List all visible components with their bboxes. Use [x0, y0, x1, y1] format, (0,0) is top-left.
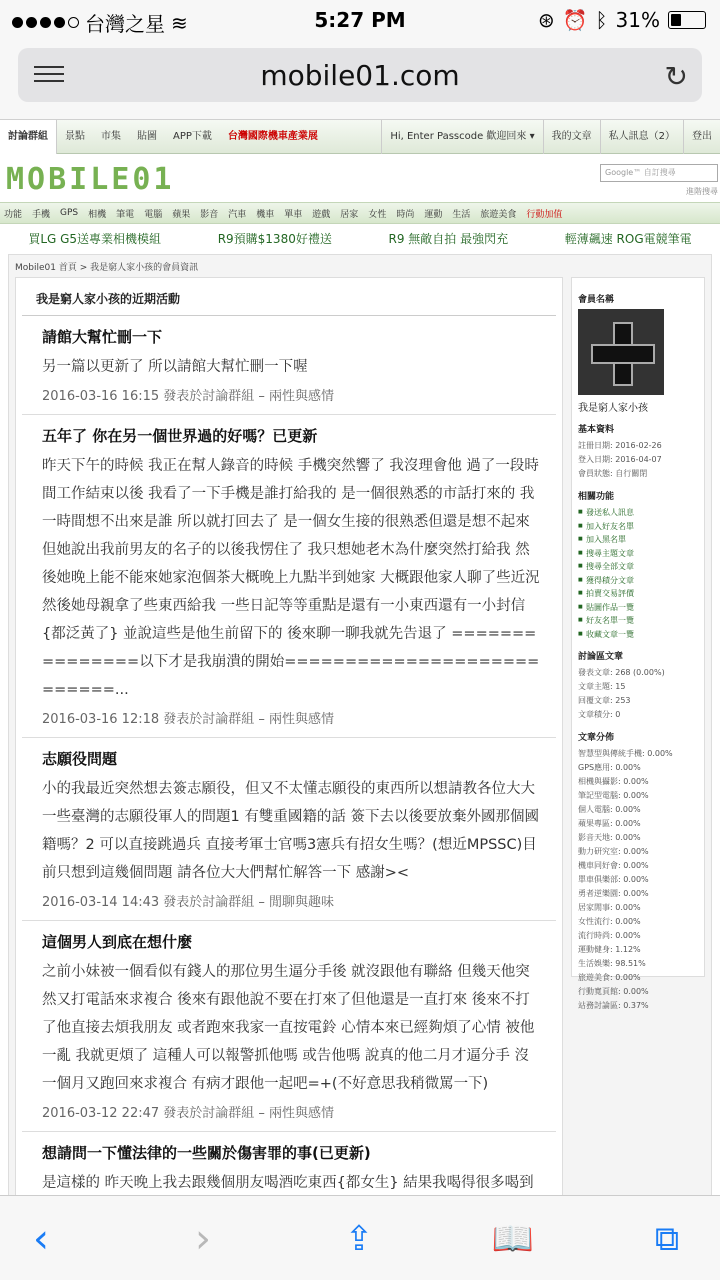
private-messages-link[interactable]: 私人訊息（2） [600, 120, 683, 154]
post-title[interactable]: 請館大幫忙刪一下 [42, 328, 163, 346]
category-link[interactable]: 相機 [88, 209, 107, 220]
battery-percent: 31% [615, 8, 660, 32]
distribution-line: 單車俱樂部: 0.00% [578, 875, 649, 884]
function-link[interactable]: ■ 搜尋全部文章 [578, 560, 698, 574]
promo-link[interactable]: R9 無敵自拍 最強閃充 [388, 231, 509, 246]
battery-icon [668, 11, 706, 29]
function-link[interactable]: ■ 好友名單一覽 [578, 614, 698, 628]
rotation-lock-icon: ⊛ [537, 8, 555, 32]
promo-bar [0, 224, 720, 252]
tab-motor-show[interactable]: 台灣國際機車產業展 [227, 130, 318, 142]
distribution-line: GPS應用: 0.00% [578, 763, 641, 772]
distribution-line: 勇者逆樂園: 0.00% [578, 889, 649, 898]
category-link[interactable]: 運動 [424, 209, 443, 220]
distribution-line: 筆記型電腦: 0.00% [578, 791, 649, 800]
distribution-line: 動力研究室: 0.00% [578, 847, 649, 856]
username: 我是窮人家小孩 [578, 403, 648, 414]
iron-cross-icon [591, 322, 651, 382]
category-link[interactable]: 汽車 [228, 209, 247, 220]
post-item [22, 415, 556, 738]
tab-market[interactable]: 市集 [101, 130, 121, 142]
tabs-button[interactable]: ⧉ [654, 1219, 680, 1259]
tab-app[interactable]: APP下載 [173, 130, 212, 142]
post-title[interactable]: 五年了 你在另一個世界過的好嗎？已更新 [42, 427, 318, 445]
reload-icon[interactable]: ↻ [664, 60, 688, 93]
post-meta: 2016-03-12 22:47 發表於討論群組 – 兩性與感情 [42, 1106, 335, 1121]
web-page [0, 120, 720, 1195]
distribution-line: 站務討論區: 0.37% [578, 1001, 649, 1010]
distribution-line: 居家閒事: 0.00% [578, 903, 641, 912]
distribution-heading: 文章分佈 [578, 733, 615, 743]
post-body: 小的我最近突然想去簽志願役，但又不太懂志願役的東西所以想請教各位大大一些臺灣的志願役軍人的問題1 有雙重國籍的話 簽下去以後要放棄外國那個國籍嗎？2 可以直接跳過兵 直接考軍士官嗎3憲兵有招女生嗎？(想近MPSSC)目前只想到這幾個問題 請各位大大們幫忙解答一下 感謝>< [42, 781, 539, 881]
bluetooth-icon: ᛒ [595, 8, 608, 32]
distribution-line: 機車同好會: 0.00% [578, 861, 649, 870]
avatar [578, 309, 664, 395]
promo-link[interactable]: 買LG G5送專業相機模組 [28, 231, 162, 246]
member-sidebar [571, 277, 705, 1010]
category-link[interactable]: 筆電 [116, 209, 135, 220]
stats-line: 發表文章: 268 (0.00%) [578, 668, 665, 677]
greeting-menu[interactable]: Hi, Enter Passcode 歡迎回來 ▾ [381, 120, 542, 154]
bookmarks-button[interactable]: 📖 [491, 1219, 535, 1259]
function-link[interactable]: ■ 加入黑名單 [578, 533, 698, 547]
basic-info-heading: 基本資料 [578, 425, 615, 435]
alarm-icon: ⏰ [562, 8, 588, 32]
category-link[interactable]: 單車 [284, 209, 303, 220]
post-meta: 2016-03-14 14:43 發表於討論群組 – 閒聊與趣味 [42, 895, 335, 910]
category-link[interactable]: 影音 [200, 209, 219, 220]
tab-forum[interactable]: 討論群組 [0, 120, 57, 154]
post-body: 之前小妹被一個看似有錢人的那位男生逼分手後 就沒跟他有聯絡 但幾天他突然又打電話來求複合 後來有跟他說不要在打來了但他還是一直打來 後來不打了他直接去煩我朋友 或者跑來我家一直按電鈴 心情本來已經夠煩了心情 被他一亂 我就更煩了 這種人可以報警抓他嗎 或告他嗎 說真的他二月才逼分手 沒一個月又跑回來求複合 有病才跟他一起吧=+(不好意思我稍微罵一下) [42, 964, 535, 1092]
carrier-label: 台灣之星 [85, 12, 165, 36]
panel-title: 我是窮人家小孩的近期活動 [22, 278, 556, 316]
function-link[interactable]: ■ 收藏文章一覽 [578, 628, 698, 642]
tab-photos[interactable]: 貼圖 [137, 130, 157, 142]
breadcrumb[interactable]: Mobile01 首頁 > 我是窮人家小孩的會員資訊 [15, 263, 199, 273]
distribution-line: 蘋果專區: 0.00% [578, 819, 641, 828]
promo-link[interactable]: R9預購$1380好禮送 [217, 231, 332, 246]
content-area [8, 254, 712, 1204]
post-title[interactable]: 想請問一下懂法律的一些關於傷害罪的事(已更新) [42, 1144, 371, 1162]
post-item [22, 738, 556, 921]
back-button[interactable]: ‹ [33, 1216, 49, 1262]
tab-spots[interactable]: 景點 [65, 130, 85, 142]
distribution-line: 相機與攝影: 0.00% [578, 777, 649, 786]
distribution-line: 個人電腦: 0.00% [578, 805, 641, 814]
forward-button[interactable]: › [195, 1216, 211, 1262]
distribution-line: 運動健身: 1.12% [578, 945, 641, 954]
function-link[interactable]: ■ 拍賣交易評價 [578, 587, 698, 601]
status-bar [0, 0, 720, 40]
category-link[interactable]: 時尚 [396, 209, 415, 220]
promo-link[interactable]: 輕薄飆速 ROG電競筆電 [564, 231, 692, 246]
wifi-icon: ≋ [171, 10, 188, 35]
top-nav [0, 120, 720, 154]
category-link[interactable]: GPS [60, 208, 79, 218]
advanced-search-link[interactable]: 進階搜尋 [686, 187, 718, 196]
post-meta: 2016-03-16 16:15 發表於討論群組 – 兩性與感情 [42, 389, 335, 404]
distribution-line: 旅遊美食: 0.00% [578, 973, 641, 982]
post-item [22, 921, 556, 1132]
distribution-line: 智慧型與傳統手機: 0.00% [578, 749, 673, 758]
post-item [22, 316, 556, 415]
logo-row [0, 154, 720, 202]
category-link[interactable]: 遊戲 [312, 209, 331, 220]
post-title[interactable]: 志願役問題 [42, 750, 118, 768]
logout-link[interactable]: 登出 [683, 120, 720, 154]
category-link[interactable]: 功能 [4, 209, 23, 220]
category-nav [0, 202, 720, 224]
basic-info-line: 註冊日期: 2016-02-26 [578, 441, 662, 450]
functions-heading: 相關功能 [578, 492, 615, 502]
basic-info-line: 會員狀態: 自行關閉 [578, 469, 648, 478]
distribution-line: 女性流行: 0.00% [578, 917, 641, 926]
share-button[interactable]: ⇪ [344, 1219, 374, 1259]
distribution-line: 流行時尚: 0.00% [578, 931, 641, 940]
function-link[interactable]: ■ 發送私人訊息 [578, 506, 698, 520]
url-text[interactable]: mobile01.com [260, 59, 460, 92]
member-name-heading: 會員名稱 [578, 295, 615, 305]
post-body: 另一篇以更新了 所以請館大幫忙刪一下喔 [42, 359, 308, 375]
stats-line: 文章積分: 0 [578, 710, 621, 719]
category-link[interactable]: 蘋果 [172, 209, 191, 220]
post-title[interactable]: 這個男人到底在想什麼 [42, 933, 193, 951]
category-link[interactable]: 手機 [32, 209, 51, 220]
basic-info-line: 登入日期: 2016-04-07 [578, 455, 662, 464]
distribution-line: 行動寬頁館: 0.00% [578, 987, 649, 996]
site-logo[interactable]: MOBILE01 [6, 162, 175, 197]
post-meta: 2016-03-16 12:18 發表於討論群組 – 兩性與感情 [42, 712, 335, 727]
browser-address-bar [0, 40, 720, 120]
category-link[interactable]: 旅遊美食 [480, 209, 517, 220]
category-link[interactable]: 居家 [340, 209, 359, 220]
category-link[interactable]: 女性 [368, 209, 387, 220]
function-link[interactable]: ■ 加入好友名單 [578, 520, 698, 534]
function-link[interactable]: ■ 獲得積分文章 [578, 574, 698, 588]
category-link[interactable]: 生活 [452, 209, 471, 220]
category-link[interactable]: 電腦 [144, 209, 163, 220]
stats-line: 文章主題: 15 [578, 682, 626, 691]
clock: 5:27 PM [314, 8, 406, 32]
category-link[interactable]: 機車 [256, 209, 275, 220]
function-link[interactable]: ■ 貼圖作品一覽 [578, 601, 698, 615]
distribution-line: 影音天地: 0.00% [578, 833, 641, 842]
stats-line: 回覆文章: 253 [578, 696, 631, 705]
url-field[interactable] [18, 48, 702, 102]
browser-toolbar [0, 1195, 720, 1280]
post-body: 昨天下午的時候 我正在幫人錄音的時候 手機突然響了 我沒理會他 過了一段時間工作結束以後 我看了一下手機是誰打給我的 是一個很熟悉的市話打來的 我一時間想不出來是誰 所以就打回去了 是一個女生接的很熟悉但還是想不起來 但她說出我前男友的名子的以後我愣住了 我只想她老木為什麼突然打給我 然後她晚上能不能來她家泡個茶大概晚上九點半到她家 大概跟他家人聊了些近況 然後她母親拿了些東西給我 一些日記等等重點是還有一小東西還有一小封信{都泛黃了} 並說這些是他生前留下的 後來聊一聊我就先告退了 ===============以下才是我崩潰的開始===========================... [42, 458, 540, 698]
my-articles-link[interactable]: 我的文章 [543, 120, 600, 154]
recent-activity-panel [15, 277, 563, 1217]
stats-heading: 討論區文章 [578, 652, 624, 662]
distribution-line: 生活娛樂: 98.51% [578, 959, 646, 968]
search-input[interactable]: Google™ 自訂搜尋 [600, 164, 718, 182]
function-link[interactable]: ■ 搜尋主題文章 [578, 547, 698, 561]
category-link[interactable]: 行動加值 [526, 209, 563, 220]
post-body: 是這樣的 昨天晚上我去跟幾個朋友喝酒吃東西{都女生} 結果我喝得很多喝到 [42, 1175, 534, 1191]
